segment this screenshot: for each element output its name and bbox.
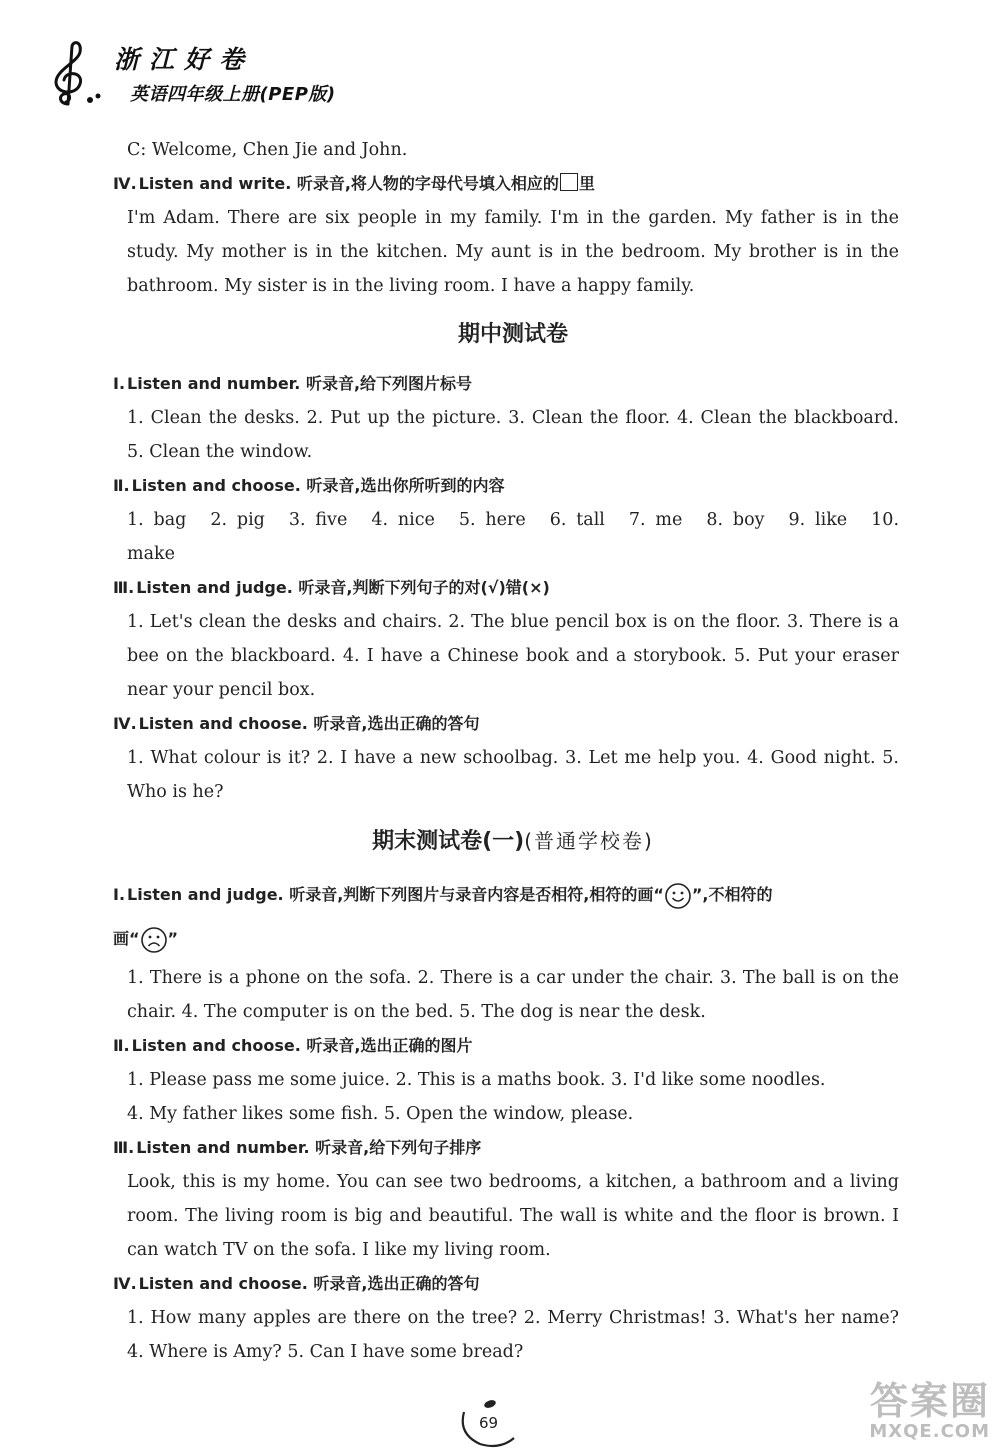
section-heading: Ⅳ. Listen and choose. 听录音,选出正确的答句: [113, 714, 480, 733]
section-heading: Ⅲ. Listen and number. 听录音,给下列句子排序: [113, 1138, 482, 1157]
section-heading: Ⅰ. Listen and number. 听录音,给下列图片标号: [113, 374, 473, 393]
transcript-line: 4. My father likes some fish. 5. Open the window, please.: [127, 1104, 634, 1124]
watermark-url: MXQE.COM: [869, 1421, 990, 1442]
midterm-heading: 期中测试卷: [457, 322, 568, 347]
section-heading: Ⅱ. Listen and choose. 听录音,选出正确的图片: [113, 1036, 473, 1055]
list-item: 6. tall: [549, 510, 605, 530]
list-item: 9. like: [788, 510, 848, 530]
transcript-text: 1. There is a phone on the sofa. 2. There is a car under the chair. 3. The ball is on the chair. 4. The computer is on the bed. 5. The dog is near the desk.: [127, 968, 899, 1022]
word-list: [127, 503, 899, 571]
sad-face-icon: [140, 926, 168, 954]
watermark: [770, 1380, 990, 1450]
watermark-logo: 答案圈: [869, 1379, 990, 1423]
page-content: [113, 133, 900, 1369]
smiley-face-icon: [664, 882, 692, 910]
transcript-text: 1. Clean the desks. 2. Put up the picture. 3. Clean the floor. 4. Clean the blackboard. 5. Clean the window.: [127, 408, 899, 462]
treble-clef-icon: [46, 40, 106, 110]
page-number: 69: [452, 1398, 532, 1448]
list-item: 1. bag: [127, 510, 187, 530]
list-item: 5. here: [458, 510, 526, 530]
list-item: 3. five: [288, 510, 348, 530]
transcript-text: I'm Adam. There are six people in my family. I'm in the garden. My father is in the study. My mother is in the kitchen. My aunt is in the bedroom. My brother is in the bathroom. My sister is in the living room. I have a happy family.: [127, 208, 899, 296]
dialogue-line: C: Welcome, Chen Jie and John.: [127, 140, 408, 160]
section-heading: Ⅱ. Listen and choose. 听录音,选出你所听到的内容: [113, 476, 505, 495]
section-heading-cont: 画“ ”: [113, 917, 899, 961]
list-item: 7. me: [628, 510, 683, 530]
book-subtitle: 英语四年级上册(PEP版): [130, 84, 336, 105]
section-heading: Ⅳ. Listen and choose. 听录音,选出正确的答句: [113, 1274, 480, 1293]
final-heading: 期末测试卷(一)(普通学校卷): [372, 829, 654, 854]
transcript-text: 1. Let's clean the desks and chairs. 2. The blue pencil box is on the floor. 3. There is a bee on the blackboard. 4. I have a Chinese book and a storybook. 5. Put your eraser near your pencil box.: [127, 612, 899, 700]
transcript-text: 1. How many apples are there on the tree? 2. Merry Christmas! 3. What's her name? 4. Where is Amy? 5. Can I have some bread?: [127, 1308, 899, 1362]
transcript-line: 1. Please pass me some juice. 2. This is a maths book. 3. I'd like some noodles.: [127, 1070, 826, 1090]
page-header: [46, 40, 446, 110]
section-heading: Ⅰ. Listen and judge. 听录音,判断下列图片与录音内容是否相符,相符的画“ ”,不相符的: [113, 873, 899, 917]
section-heading: Ⅳ. Listen and write. 听录音,将人物的字母代号填入相应的 里: [113, 174, 595, 193]
section-heading: Ⅲ. Listen and judge. 听录音,判断下列句子的对(√)错(×): [113, 578, 550, 597]
square-box-icon: [560, 173, 578, 191]
transcript-text: 1. What colour is it? 2. I have a new schoolbag. 3. Let me help you. 4. Good night. 5. Who is he?: [127, 748, 899, 802]
list-item: 10. make: [127, 510, 900, 564]
list-item: 4. nice: [371, 510, 435, 530]
series-title: 浙江好卷: [114, 45, 255, 74]
list-item: 2. pig: [210, 510, 265, 530]
transcript-text: Look, this is my home. You can see two bedrooms, a kitchen, a bathroom and a living room. The living room is big and beautiful. The wall is white and the floor is brown. I can watch TV on the sofa. I like my living room.: [127, 1172, 899, 1260]
list-item: 8. boy: [706, 510, 765, 530]
